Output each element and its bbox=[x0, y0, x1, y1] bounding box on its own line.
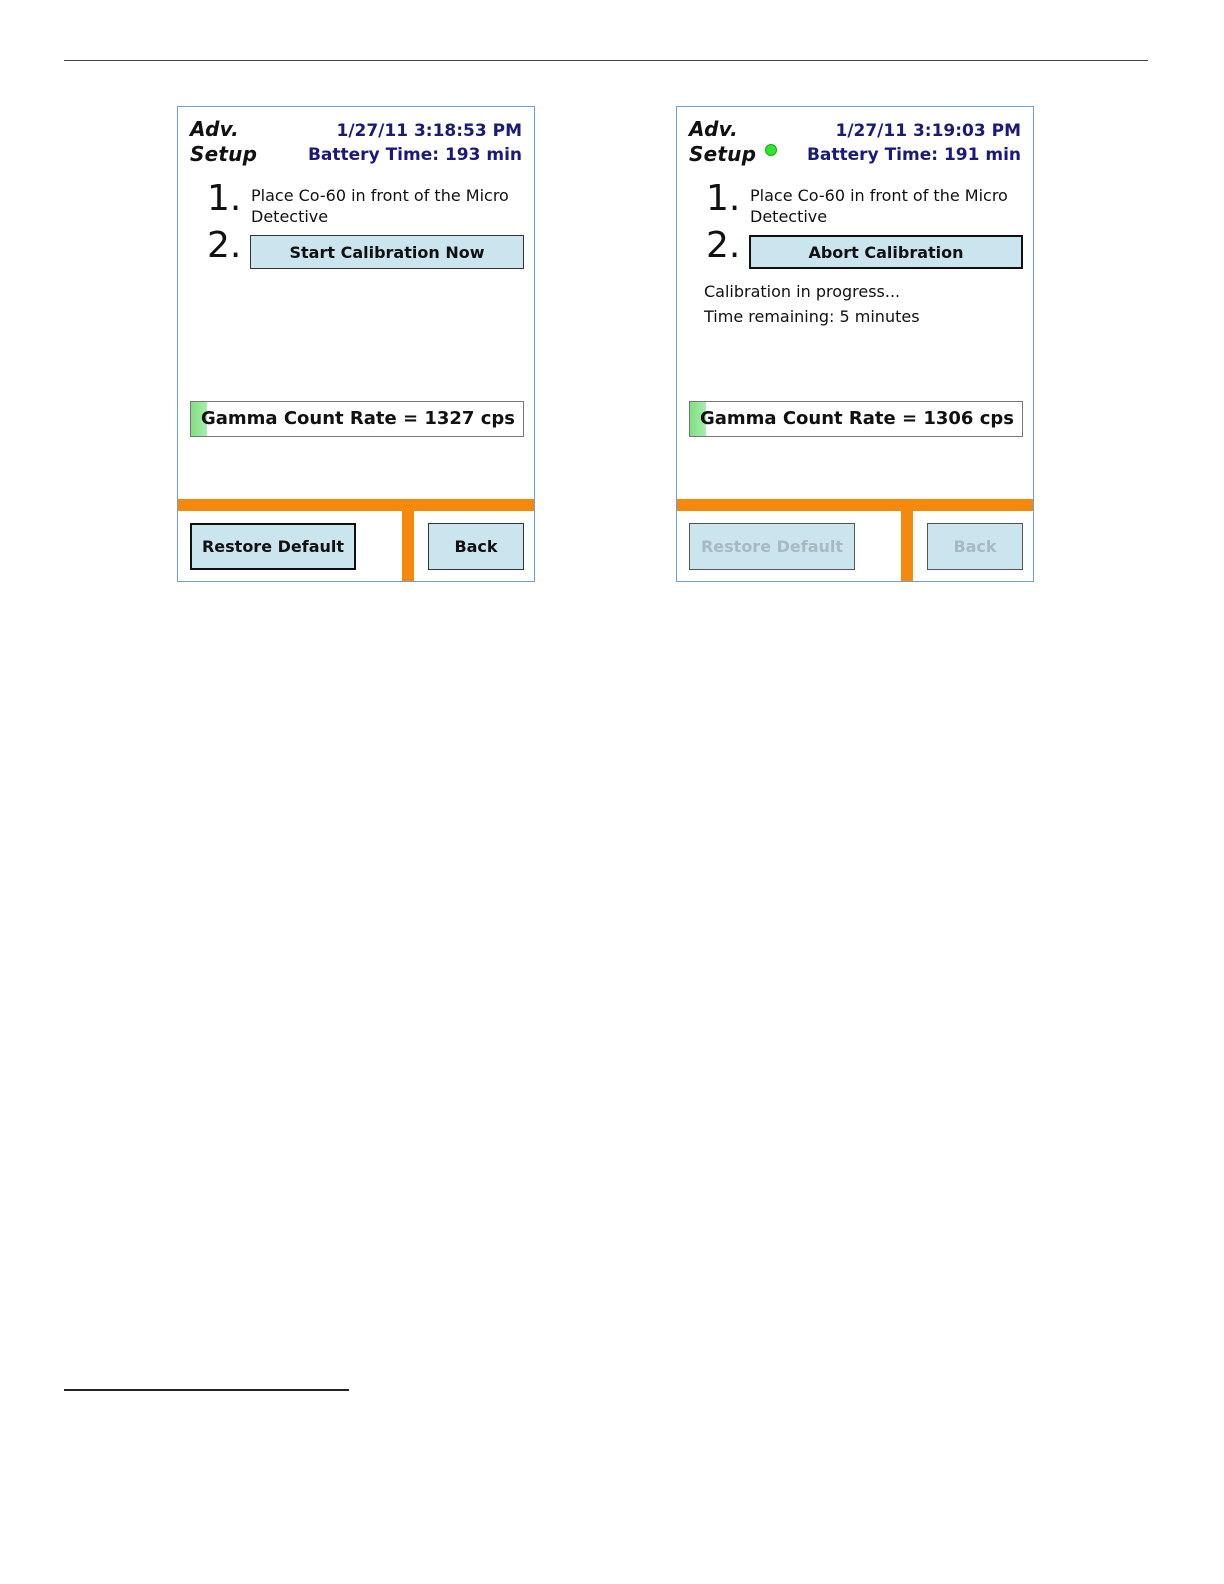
header-status bbox=[807, 119, 1021, 167]
restore-default-button[interactable]: Restore Default bbox=[190, 523, 356, 570]
adv-setup-screen-in-progress bbox=[676, 106, 1034, 582]
step1-instruction: Place Co-60 in front of the Micro Detective bbox=[251, 186, 509, 226]
step1-instruction: Place Co-60 in front of the Micro Detective bbox=[750, 186, 1008, 226]
footer-divider-horizontal bbox=[178, 499, 534, 511]
step2-number: 2. bbox=[706, 225, 741, 266]
screen-title-line2: Setup bbox=[190, 142, 258, 166]
abort-calibration-button[interactable]: Abort Calibration bbox=[749, 235, 1023, 269]
status-indicator-icon bbox=[765, 144, 777, 156]
gamma-count-rate-text: Gamma Count Rate = 1327 cps bbox=[201, 408, 515, 429]
battery-time: Battery Time: 193 min bbox=[307, 145, 522, 165]
start-calibration-button[interactable]: Start Calibration Now bbox=[250, 235, 524, 269]
back-button[interactable]: Back bbox=[927, 523, 1023, 570]
screen-title bbox=[190, 117, 257, 167]
footer-divider-horizontal bbox=[677, 499, 1033, 511]
time-remaining-text: Time remaining: 5 minutes bbox=[704, 307, 920, 326]
gamma-count-rate-text: Gamma Count Rate = 1306 cps bbox=[700, 408, 1014, 429]
screen-title-line2: Setup bbox=[689, 142, 757, 166]
datetime: 1/27/11 3:18:53 PM bbox=[336, 121, 522, 141]
battery-time: Battery Time: 191 min bbox=[806, 145, 1021, 165]
progress-status-text: Calibration in progress... bbox=[704, 282, 901, 301]
screen-title bbox=[689, 117, 756, 167]
step1-number: 1. bbox=[207, 178, 242, 219]
back-button[interactable]: Back bbox=[428, 523, 524, 570]
footnote-rule bbox=[64, 1389, 349, 1391]
step2-number: 2. bbox=[207, 225, 242, 266]
screen-title-line1: Adv. bbox=[689, 117, 738, 141]
footer-divider-vertical bbox=[402, 499, 414, 581]
footer-divider-vertical bbox=[901, 499, 913, 581]
datetime: 1/27/11 3:19:03 PM bbox=[835, 121, 1021, 141]
step1-number: 1. bbox=[706, 178, 741, 219]
gamma-count-rate-display bbox=[190, 401, 524, 437]
page-header-rule bbox=[64, 60, 1148, 61]
calibration-progress bbox=[704, 279, 920, 329]
gamma-count-rate-display bbox=[689, 401, 1023, 437]
screen-title-line1: Adv. bbox=[190, 117, 239, 141]
restore-default-button[interactable]: Restore Default bbox=[689, 523, 855, 570]
adv-setup-screen-before bbox=[177, 106, 535, 582]
header-status bbox=[308, 119, 522, 167]
